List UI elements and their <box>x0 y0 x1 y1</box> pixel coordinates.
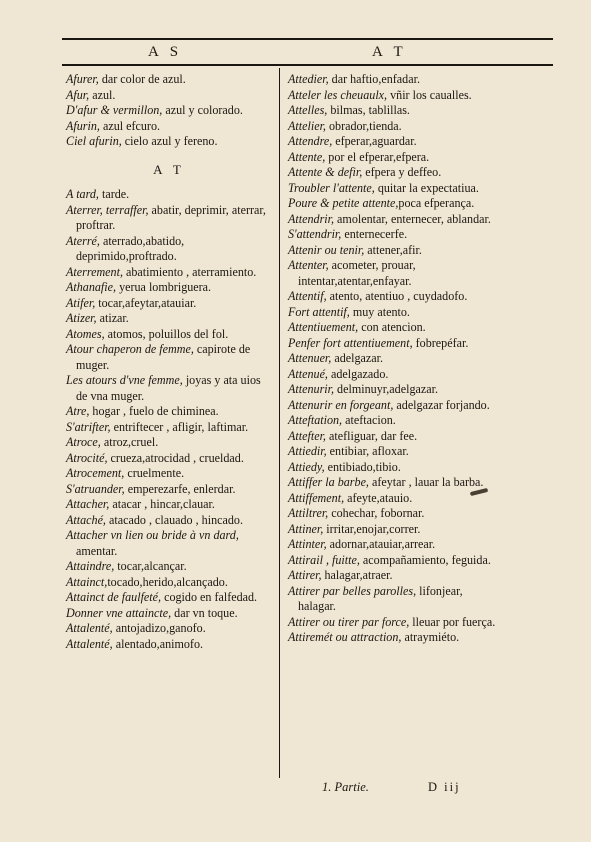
entry-definition: enternecerfe. <box>341 227 408 241</box>
dictionary-entry <box>288 351 500 367</box>
column-divider <box>279 68 280 778</box>
entry-headword: Attalenté, <box>66 621 113 635</box>
entry-definition: ateftacion. <box>342 413 396 427</box>
entry-headword: Attefter, <box>288 428 326 443</box>
part-label: 1. Partie. <box>322 780 369 794</box>
dictionary-entry <box>288 181 500 197</box>
dictionary-entry <box>288 475 500 491</box>
entry-definition: halagar,atraer. <box>321 568 393 582</box>
entry-headword: Afurin, <box>66 118 100 133</box>
entry-definition: entibiar, afloxar. <box>326 444 409 458</box>
entry-headword: Atre, <box>66 404 90 418</box>
section-heading: A T <box>153 161 185 177</box>
entry-definition: hogar , fuelo de chiminea. <box>89 404 219 418</box>
dictionary-entry <box>66 103 272 119</box>
dictionary-entry <box>66 280 272 296</box>
dictionary-entry <box>288 88 500 104</box>
entry-headword: Attirer, <box>288 568 322 582</box>
dictionary-entry <box>66 575 272 591</box>
entry-definition: atomos, poluillos del fol. <box>104 326 229 341</box>
entry-headword: Attiner, <box>288 521 324 536</box>
left-main-entries <box>66 187 272 652</box>
dictionary-entry <box>66 187 272 203</box>
dictionary-entry <box>288 413 500 429</box>
entry-headword: Attirer par belles parolles, <box>288 583 417 598</box>
entry-headword: Atour chaperon de femme, <box>66 342 194 356</box>
dictionary-entry <box>66 327 272 343</box>
dictionary-entry <box>288 615 500 631</box>
entry-definition: tarde. <box>98 187 130 201</box>
dictionary-entry <box>66 373 272 404</box>
dictionary-entry <box>288 336 500 352</box>
dictionary-entry <box>66 559 272 575</box>
entry-definition: vñir los caualles. <box>387 87 472 102</box>
entry-definition: capirote de muger. <box>76 342 251 372</box>
dictionary-entry <box>288 243 500 259</box>
dictionary-entry <box>66 606 272 622</box>
entry-headword: Attedier, <box>288 72 329 86</box>
entry-headword: A tard, <box>66 187 99 201</box>
right-main-entries <box>288 72 500 646</box>
entry-definition: lleuar por fuerça. <box>409 614 496 629</box>
entry-definition: muy atento. <box>349 304 410 319</box>
entry-headword: S'atrifter, <box>66 419 111 434</box>
entry-definition: adelgazar forjando. <box>393 397 490 412</box>
entry-definition: delminuyr,adelgazar. <box>334 382 438 396</box>
entry-headword: Afur, <box>66 87 90 102</box>
signature-mark: D iij <box>428 780 461 794</box>
dictionary-entry <box>288 460 500 476</box>
dictionary-entry <box>66 203 272 234</box>
entry-headword: Penfer fort attentiuement, <box>288 335 413 350</box>
entry-headword: Attenurir, <box>288 382 335 396</box>
dictionary-entry <box>66 265 272 281</box>
entry-headword: Atifer, <box>66 295 96 310</box>
entry-headword: Attaché, <box>66 512 106 527</box>
dictionary-entry <box>66 134 272 150</box>
entry-definition: atacar , hincar,clauar. <box>109 497 215 511</box>
dictionary-entry <box>66 637 272 653</box>
entry-headword: Attenir ou tenir, <box>288 242 365 257</box>
entry-definition: atraymiéto. <box>401 630 460 644</box>
entry-headword: Atizer, <box>66 311 97 325</box>
dictionary-entry <box>66 590 272 606</box>
entry-headword: Aterrement, <box>66 264 123 279</box>
entry-headword: Aterrer, terraffer, <box>66 202 149 217</box>
entry-headword: Attirail , fuitte, <box>288 552 360 567</box>
entry-headword: Attaindre, <box>66 559 115 573</box>
entry-headword: Attiedir, <box>288 444 327 458</box>
entry-definition: cruelmente. <box>124 466 185 480</box>
dictionary-entry <box>66 451 272 467</box>
entry-definition: obrador,tienda. <box>325 118 402 133</box>
entry-definition: fobrepéfar. <box>412 335 469 350</box>
dictionary-entry <box>288 119 500 135</box>
entry-headword: Attendre, <box>288 134 333 148</box>
dictionary-entry <box>66 296 272 312</box>
dictionary-entry <box>66 72 272 88</box>
entry-definition: tocar,afeytar,atauiar. <box>95 295 197 310</box>
entry-headword: Attainct de faulfeté, <box>66 590 162 604</box>
dictionary-entry <box>288 491 500 507</box>
entry-definition: afeytar , lauar la barba. <box>368 475 484 489</box>
entry-definition: efperar,aguardar. <box>332 134 417 148</box>
dictionary-entry <box>66 311 272 327</box>
dictionary-entry <box>66 119 272 135</box>
entry-headword: Atroce, <box>66 435 101 449</box>
dictionary-entry <box>288 289 500 305</box>
dictionary-entry <box>288 227 500 243</box>
entry-definition: atizar. <box>96 311 129 325</box>
dictionary-entry <box>288 367 500 383</box>
dictionary-entry <box>66 404 272 420</box>
entry-definition: tocado,herido,alcançado. <box>107 574 228 589</box>
dictionary-entry <box>66 342 272 373</box>
entry-definition: antojadizo,ganofo. <box>112 621 206 635</box>
dictionary-entry <box>288 630 500 646</box>
dictionary-entry <box>288 429 500 445</box>
left-top-entries <box>66 72 272 150</box>
entry-headword: Attenurir en forgeant, <box>288 397 394 412</box>
entry-definition: por el efperar,efpera. <box>325 149 430 164</box>
entry-definition: entibiado,tibio. <box>324 459 401 474</box>
top-rule <box>62 38 553 40</box>
entry-headword: Attiffement, <box>288 490 345 505</box>
entry-headword: Attacher vn lien ou bride à vn dard, <box>66 528 239 542</box>
entry-headword: Athanafie, <box>66 280 117 294</box>
entry-definition: cohechar, fobornar. <box>328 506 425 520</box>
right-column <box>288 72 500 646</box>
entry-definition: azul. <box>89 87 116 102</box>
dictionary-entry <box>288 537 500 553</box>
dictionary-entry <box>288 103 500 119</box>
entry-definition: atacado , clauado , hincado. <box>105 512 243 527</box>
entry-headword: Attiffer la barbe, <box>288 475 369 489</box>
dictionary-entry <box>288 444 500 460</box>
entry-definition: amolentar, enternecer, ablandar. <box>334 211 491 226</box>
entry-headword: Fort attentif, <box>288 304 350 319</box>
dictionary-entry <box>288 553 500 569</box>
entry-headword: Atteftation, <box>288 413 343 427</box>
entry-definition: bilmas, tablillas. <box>327 103 410 117</box>
entry-headword: Attalenté, <box>66 636 113 651</box>
entry-definition: joyas y ata uios de vna muger. <box>76 373 261 403</box>
entry-headword: Donner vne attaincte, <box>66 605 172 620</box>
entry-definition: atefliguar, dar fee. <box>325 428 418 443</box>
entry-definition: dar haftio,enfadar. <box>328 72 420 86</box>
entry-headword: D'afur & vermillon, <box>66 103 163 117</box>
entry-headword: Attente & defir, <box>288 165 363 179</box>
left-running-head: A S <box>148 44 183 60</box>
entry-headword: Attentif, <box>288 289 327 303</box>
entry-definition: aterrado,abatido, deprimido,proftrado. <box>76 233 185 263</box>
entry-definition: attener,afir. <box>364 242 422 257</box>
entry-definition: adornar,atauiar,arrear. <box>326 537 436 551</box>
dictionary-entry <box>288 196 500 212</box>
entry-definition: afeyte,atauio. <box>344 490 413 505</box>
entry-headword: Les atours d'vne femme, <box>66 373 183 387</box>
entry-definition: dar vn toque. <box>171 605 238 620</box>
dictionary-entry <box>288 568 500 584</box>
entry-headword: Atrocité, <box>66 450 108 465</box>
dictionary-entry <box>288 72 500 88</box>
entry-headword: Attenuer, <box>288 351 332 365</box>
entry-definition: acompañamiento, feguida. <box>359 552 491 567</box>
entry-definition: entriftecer , afligir, laftimar. <box>110 419 249 434</box>
dictionary-entry <box>288 382 500 398</box>
dictionary-entry <box>66 528 272 559</box>
dictionary-entry <box>288 212 500 228</box>
dictionary-entry <box>66 88 272 104</box>
dictionary-entry <box>288 320 500 336</box>
entry-headword: Atteler les cheuaulx, <box>288 87 388 102</box>
entry-headword: Attiltrer, <box>288 506 329 520</box>
dictionary-entry <box>288 305 500 321</box>
entry-headword: Atomes, <box>66 326 105 341</box>
entry-headword: Aterré, <box>66 233 100 248</box>
entry-headword: S'atruander, <box>66 481 125 496</box>
entry-definition: atento, atentiuo , cuydadofo. <box>326 289 468 303</box>
header-rule <box>62 64 553 66</box>
dictionary-entry <box>288 134 500 150</box>
entry-headword: S'attendrir, <box>288 227 342 241</box>
entry-definition: tocar,alcançar. <box>114 559 187 573</box>
entry-definition: dar color de azul. <box>98 72 186 86</box>
entry-headword: Poure & petite attente, <box>288 196 399 210</box>
entry-headword: Attirer ou tirer par force, <box>288 614 410 629</box>
entry-definition: alentado,animofo. <box>112 636 204 651</box>
entry-headword: Ciel afurin, <box>66 134 122 148</box>
entry-headword: Attainct, <box>66 574 108 589</box>
dictionary-entry <box>66 234 272 265</box>
entry-definition: acometer, prouar, intentar,atentar,enfayar. <box>298 258 416 288</box>
entry-headword: Afurer, <box>66 72 99 86</box>
entry-definition: atroz,cruel. <box>100 435 159 449</box>
dictionary-entry <box>66 435 272 451</box>
dictionary-entry <box>288 150 500 166</box>
dictionary-entry <box>66 482 272 498</box>
dictionary-entry <box>66 466 272 482</box>
entry-headword: Attelles, <box>288 103 328 117</box>
dictionary-entry <box>66 420 272 436</box>
entry-headword: Attendrir, <box>288 211 335 226</box>
entry-headword: Attiremét ou attraction, <box>288 630 402 644</box>
entry-headword: Attenué, <box>288 366 328 381</box>
right-running-head: A T <box>372 44 407 60</box>
entry-definition: adelgazar. <box>331 351 384 365</box>
entry-definition: adelgazado. <box>327 366 389 381</box>
dictionary-entry <box>66 513 272 529</box>
entry-headword: Atrocement, <box>66 466 125 480</box>
left-column <box>66 72 272 652</box>
entry-definition: quitar la expectatiua. <box>374 180 479 195</box>
entry-definition: amentar. <box>76 543 118 558</box>
entry-definition: cielo azul y fereno. <box>121 134 218 148</box>
entry-definition: azul y colorado. <box>162 103 243 117</box>
dictionary-entry <box>288 506 500 522</box>
dictionary-entry <box>288 165 500 181</box>
entry-definition: cogido en falfedad. <box>161 590 258 604</box>
entry-headword: Troubler l'attente, <box>288 180 375 195</box>
entry-definition: lifonjear, halagar. <box>298 583 463 613</box>
entry-headword: Attenter, <box>288 258 329 272</box>
entry-definition: yerua lombriguera. <box>116 280 212 294</box>
entry-headword: Attelier, <box>288 118 326 133</box>
entry-headword: Attinter, <box>288 537 327 551</box>
entry-definition: azul efcuro. <box>99 118 161 133</box>
dictionary-entry <box>66 497 272 513</box>
entry-headword: Attacher, <box>66 497 110 511</box>
entry-definition: abatimiento , aterramiento. <box>122 264 257 279</box>
entry-definition: emperezarfe, enlerdar. <box>124 481 236 496</box>
dictionary-entry <box>66 621 272 637</box>
entry-definition: efpera y deffeo. <box>362 165 442 179</box>
dictionary-entry <box>288 398 500 414</box>
entry-headword: Attente, <box>288 149 326 164</box>
dictionary-entry <box>288 258 500 289</box>
entry-headword: Attentiuement, <box>288 320 359 334</box>
entry-definition: irritar,enojar,correr. <box>323 521 421 536</box>
entry-headword: Attiedy, <box>288 459 325 474</box>
dictionary-entry <box>288 584 500 615</box>
dictionary-entry <box>288 522 500 538</box>
entry-definition: poca efperança. <box>398 196 475 210</box>
entry-definition: abatir, deprimir, aterrar, proftrar. <box>76 202 266 232</box>
entry-definition: con atencion. <box>358 320 426 334</box>
page-footer <box>300 780 500 795</box>
entry-definition: crueza,atrocidad , crueldad. <box>107 450 244 465</box>
